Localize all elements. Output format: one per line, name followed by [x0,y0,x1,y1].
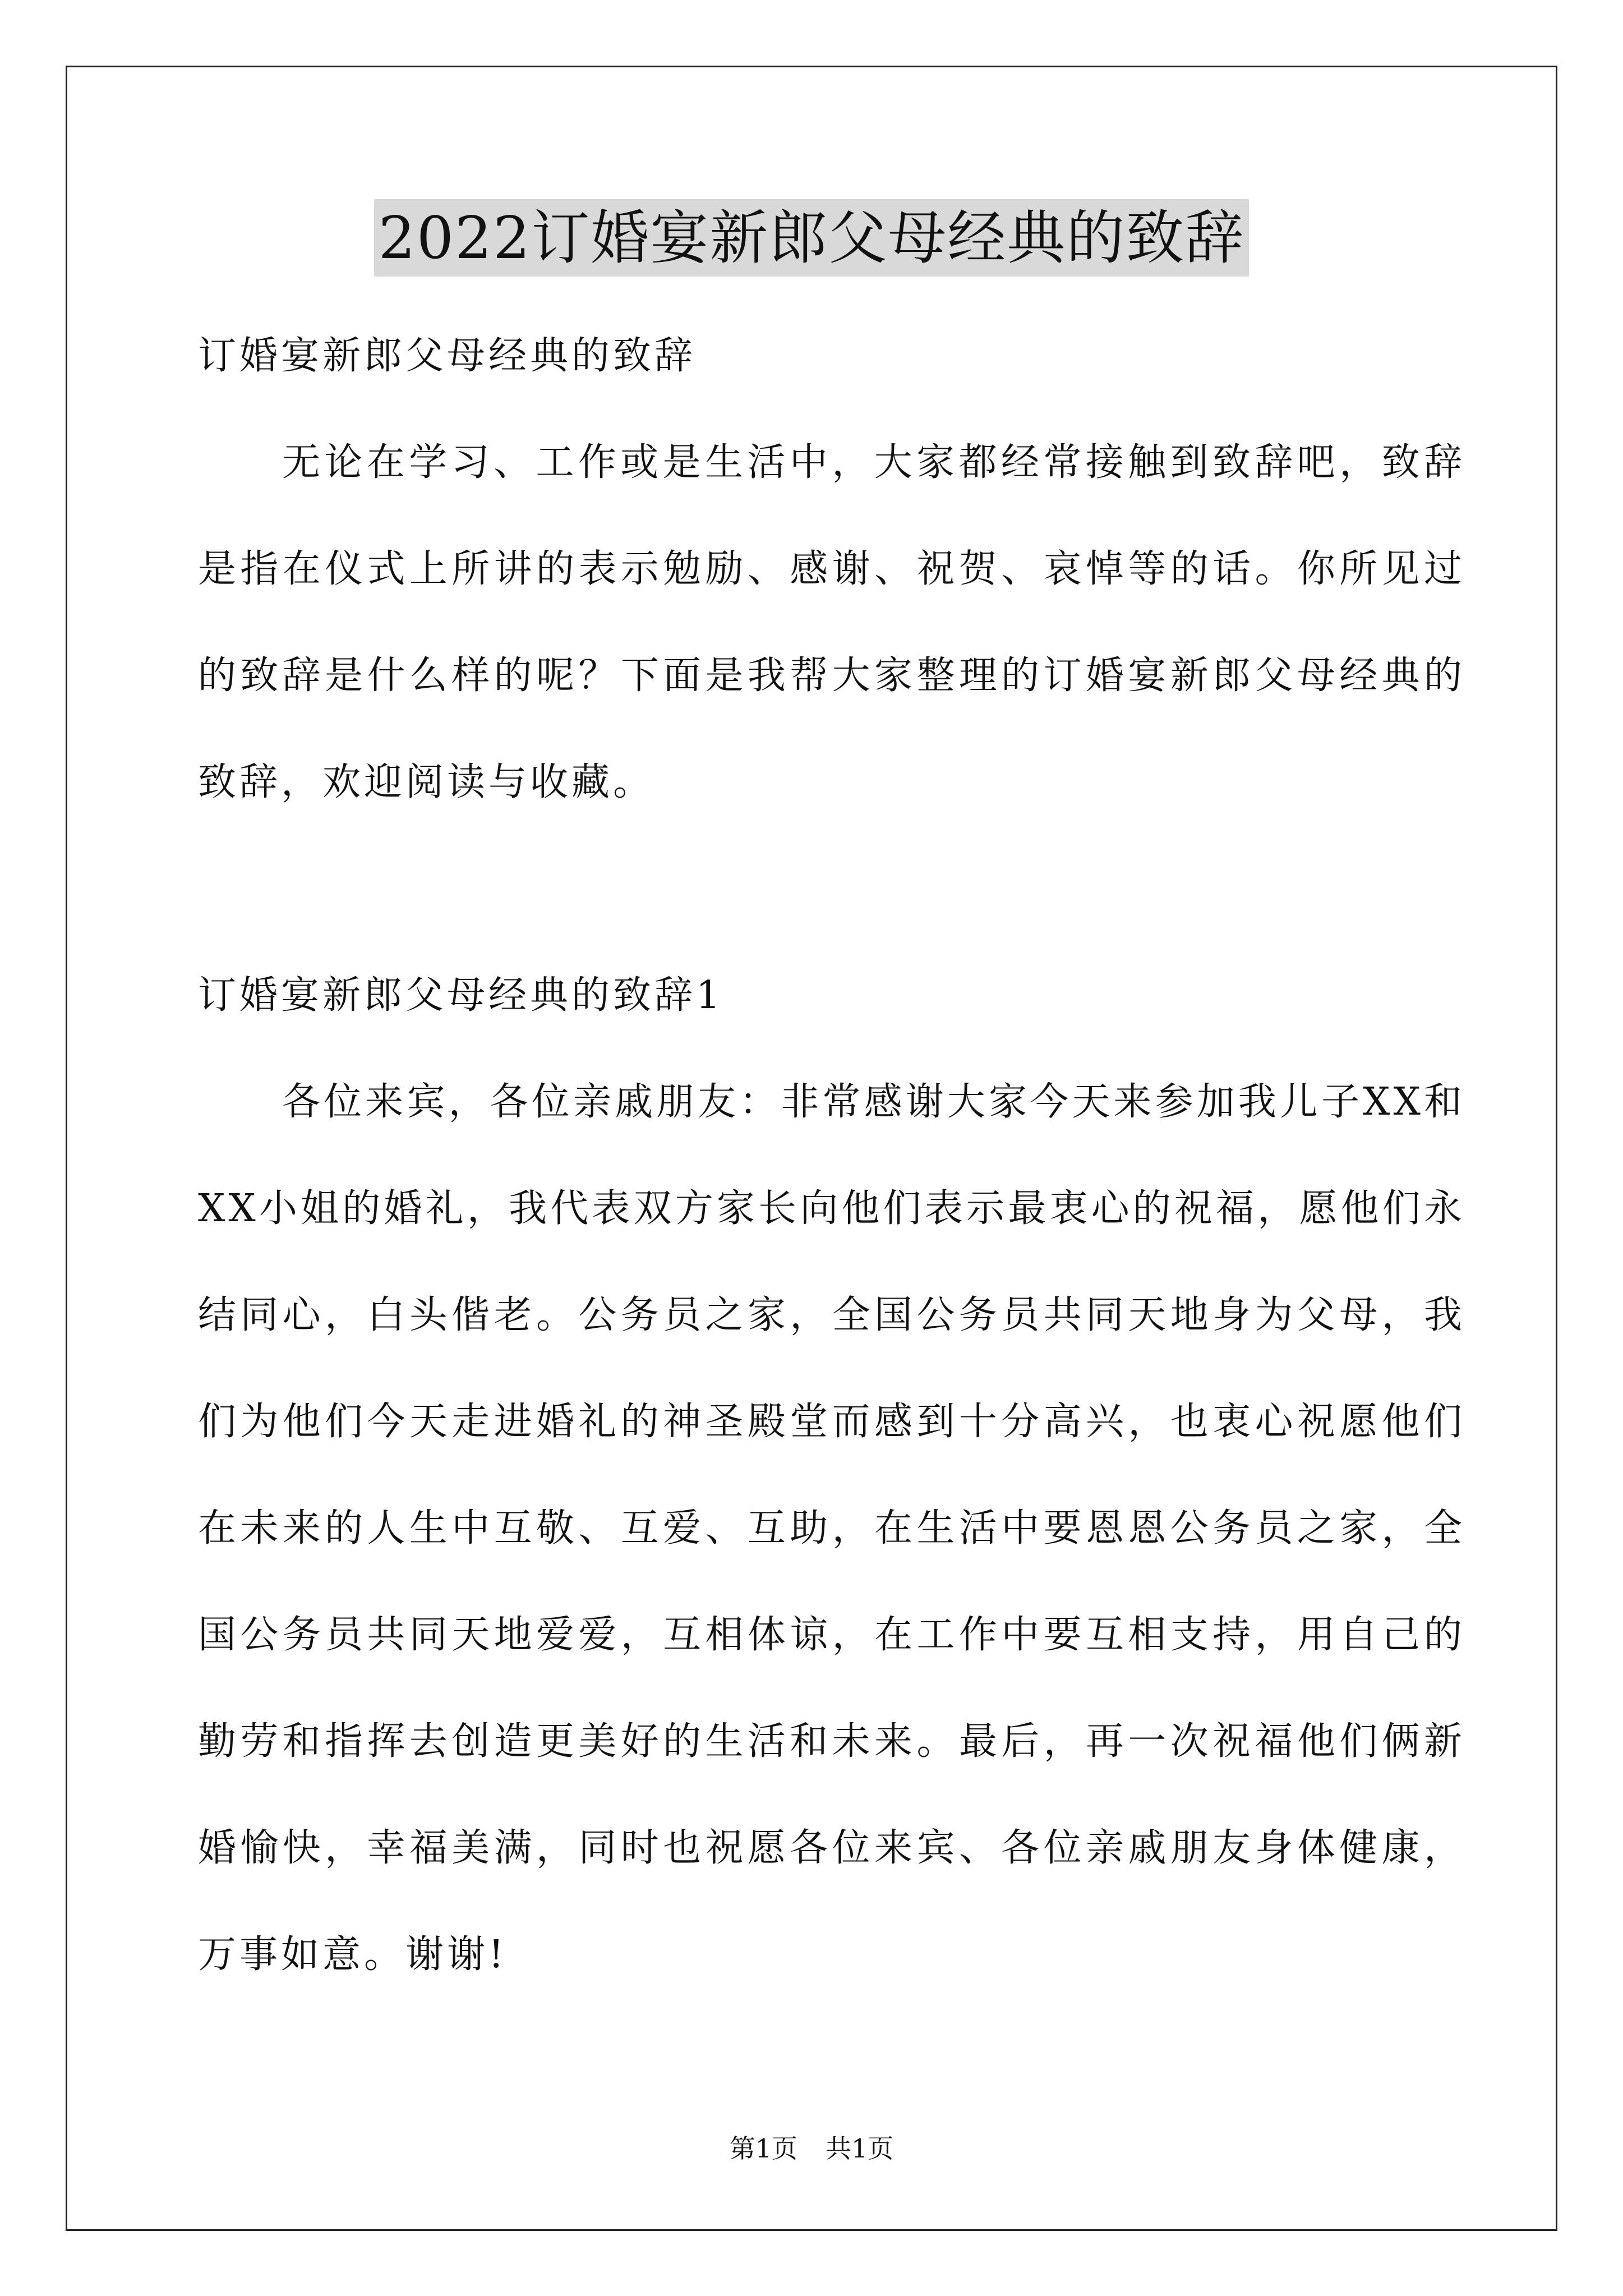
document-body [198,303,1465,2008]
section-spacer [198,836,1465,942]
page-number: 第1页 [729,2133,797,2164]
speech-paragraph: 各位来宾，各位亲戚朋友：非常感谢大家今天来参加我儿子XX和XX小姐的婚礼，我代表双方家长向他们表示最衷心的祝福，愿他们永结同心，白头偕老。公务员之家，全国公务员共同天地身为父母，我们为他们今天走进婚礼的神圣殿堂而感到十分高兴，也衷心祝愿他们在未来的人生中互敬、互爱、互助，在生活中要恩恩公务员之家，全国公务员共同天地爱爱，互相体谅，在工作中要互相支持，用自己的勤劳和指挥去创造更美好的生活和未来。最后，再一次祝福他们俩新婚愉快，幸福美满，同时也祝愿各位来宾、各位亲戚朋友身体健康，万事如意。谢谢! [198,1080,1465,1977]
page-total: 共1页 [826,2133,894,2164]
section-heading: 订婚宴新郎父母经典的致辞1 [198,973,724,1018]
page-footer [0,2132,1623,2165]
title-container [0,199,1623,277]
document-title: 2022订婚宴新郎父母经典的致辞 [374,199,1249,277]
intro-paragraph: 无论在学习、工作或是生活中，大家都经常接触到致辞吧，致辞是指在仪式上所讲的表示勉励、感谢、祝贺、哀悼等的话。你所见过的致辞是什么样的呢？下面是我帮大家整理的订婚宴新郎父母经典的致辞，欢迎阅读与收藏。 [198,440,1465,804]
document-subtitle: 订婚宴新郎父母经典的致辞 [198,334,697,378]
